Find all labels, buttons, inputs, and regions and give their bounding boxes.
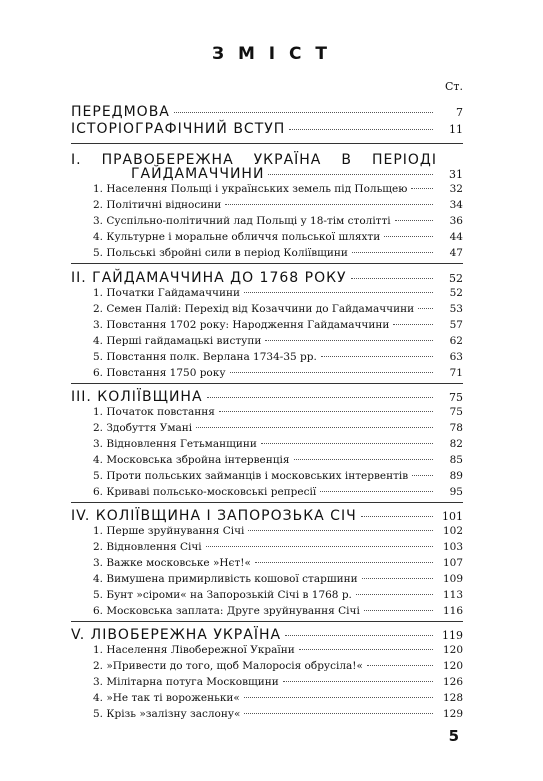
toc-subentry[interactable] [93, 541, 463, 553]
toc-subentry[interactable] [93, 247, 463, 259]
section-title-line2: ГАЙДАМАЧЧИНИ [131, 166, 265, 182]
toc-subentry-page: 34 [449, 199, 463, 211]
toc-subentry[interactable] [93, 367, 463, 379]
leader-dots [230, 372, 434, 373]
section-title: IV. КОЛІЇВЩИНА І ЗАПОРОЗЬКА СІЧ [71, 508, 357, 524]
toc-subentry-page: 85 [449, 454, 463, 466]
leader-dots [362, 578, 433, 579]
toc-subentry-label: 4. »Не так ті вороженьки« [93, 692, 240, 704]
toc-subentry-page: 36 [449, 215, 463, 227]
toc-subentry[interactable] [93, 183, 463, 195]
toc-entry-introduction[interactable] [71, 121, 463, 137]
toc-subentry-label: 5. Крізь »залізну заслону« [93, 708, 241, 720]
toc-section-4[interactable] [71, 508, 463, 524]
toc-subentry-page: 107 [442, 557, 463, 569]
toc-subentry-label: 1. Населення Польщі і українських земель під Польщею [93, 183, 408, 195]
section-title-line1: І. ПРАВОБЕРЕЖНА УКРАЇНА В ПЕРІОДІ [71, 152, 437, 168]
leader-dots [285, 635, 433, 636]
leader-dots [255, 562, 433, 563]
leader-dots [321, 356, 433, 357]
page-column-header: Ст. [445, 80, 463, 93]
leader-dots [352, 252, 433, 253]
leader-dots [289, 129, 433, 130]
toc-subentry-label: 5. Повстання полк. Верлана 1734-35 рр. [93, 351, 317, 363]
toc-subentry-label: 4. Вимушена примирливість кошової старшини [93, 573, 358, 585]
section-divider [71, 143, 463, 144]
toc-subentry-label: 5. Проти польських займанців і московських інтервентів [93, 470, 409, 482]
toc-subentry-label: 6. Повстання 1750 року [93, 367, 226, 379]
toc-subentry-label: 3. Повстання 1702 року: Народження Гайдамаччини [93, 319, 390, 331]
toc-subentry-page: 53 [449, 303, 463, 315]
toc-subentry-label: 2. Політичні відносини [93, 199, 222, 211]
section-title: ІІІ. КОЛІЇВЩИНА [71, 389, 203, 405]
section-divider [71, 502, 463, 503]
section-title: ІІ. ГАЙДАМАЧЧИНА ДО 1768 РОКУ [71, 270, 347, 286]
toc-subentry-label: 3. Мілітарна потуга Московщини [93, 676, 279, 688]
section-title: V. ЛІВОБЕРЕЖНА УКРАЇНА [71, 627, 282, 643]
leader-dots [361, 516, 433, 517]
toc-subentry[interactable] [93, 676, 463, 688]
toc-subentry-page: 75 [449, 406, 463, 418]
toc-subentry-page: 116 [442, 605, 463, 617]
toc-subentry-page: 120 [442, 660, 463, 672]
leader-dots [261, 443, 433, 444]
leader-dots [244, 697, 433, 698]
toc-entry-preface[interactable] [71, 104, 463, 120]
toc-subentry-label: 5. Польські збройні сили в період Коліївщини [93, 247, 348, 259]
section-divider [71, 383, 463, 384]
toc-subentry-page: 129 [442, 708, 463, 720]
toc-subentry-page: 62 [449, 335, 463, 347]
toc-subentry-page: 128 [442, 692, 463, 704]
toc-subentry[interactable] [93, 287, 463, 299]
toc-entry-page: 11 [449, 123, 463, 136]
toc-subentry-label: 1. Початки Гайдамаччини [93, 287, 240, 299]
leader-dots [248, 530, 433, 531]
leader-dots [268, 174, 433, 175]
leader-dots [411, 188, 433, 189]
toc-subentry-page: 47 [449, 247, 463, 259]
leader-dots [364, 610, 433, 611]
toc-subentry-page: 57 [449, 319, 463, 331]
toc-subentry[interactable] [93, 335, 463, 347]
section-page: 101 [442, 510, 463, 523]
toc-subentry-label: 2. Відновлення Січі [93, 541, 202, 553]
toc-subentry-label: 2. »Привести до того, щоб Малоросія обрусіла!« [93, 660, 363, 672]
toc-subentry[interactable] [93, 438, 463, 450]
leader-dots [174, 112, 433, 113]
toc-section-3[interactable] [71, 389, 463, 405]
section-divider [71, 621, 463, 622]
toc-subentry-page: 44 [449, 231, 463, 243]
toc-subentry[interactable] [93, 557, 463, 569]
leader-dots [283, 681, 433, 682]
section-divider [71, 263, 463, 264]
toc-subentry[interactable] [93, 422, 463, 434]
toc-subentry[interactable] [93, 605, 463, 617]
leader-dots [418, 308, 433, 309]
toc-subentry-page: 32 [449, 183, 463, 195]
toc-section-2[interactable] [71, 270, 463, 286]
leader-dots [384, 236, 433, 237]
toc-subentry[interactable] [93, 199, 463, 211]
toc-section-5[interactable] [71, 627, 463, 643]
leader-dots [244, 713, 433, 714]
toc-subentry-label: 6. Криваві польсько-московські репресії [93, 486, 317, 498]
toc-subentry[interactable] [93, 692, 463, 704]
leader-dots [320, 491, 433, 492]
leader-dots [393, 324, 433, 325]
toc-subentry-label: 2. Семен Палій: Перехід від Козаччини до Гайдамаччини [93, 303, 415, 315]
toc-subentry[interactable] [93, 231, 463, 243]
toc-subentry-page: 63 [449, 351, 463, 363]
toc-subentry-label: 6. Московська заплата: Друге зруйнування Січі [93, 605, 360, 617]
toc-subentry[interactable] [93, 470, 463, 482]
toc-subentry[interactable] [93, 215, 463, 227]
toc-subentry[interactable] [93, 573, 463, 585]
toc-subentry[interactable] [93, 660, 463, 672]
toc-section-1-line2[interactable] [71, 166, 463, 182]
section-page: 52 [449, 272, 463, 285]
leader-dots [219, 411, 433, 412]
toc-subentry-page: 126 [442, 676, 463, 688]
toc-subentry-label: 4. Перші гайдамацькі виступи [93, 335, 262, 347]
section-page: 119 [442, 629, 463, 642]
toc-subentry[interactable] [93, 589, 463, 601]
toc-subentry-page: 109 [442, 573, 463, 585]
toc-subentry-page: 52 [449, 287, 463, 299]
leader-dots [265, 340, 433, 341]
toc-subentry-label: 4. Московська збройна інтервенція [93, 454, 290, 466]
toc-subentry-label: 1. Перше зруйнування Січі [93, 525, 245, 537]
leader-dots [196, 427, 433, 428]
leader-dots [351, 278, 433, 279]
toc-subentry-label: 1. Населення Лівобережної України [93, 644, 295, 656]
leader-dots [367, 665, 433, 666]
toc-entry-page: 7 [456, 106, 463, 119]
toc-entry-label: ІСТОРІОГРАФІЧНИЙ ВСТУП [71, 121, 286, 137]
leader-dots [294, 459, 433, 460]
toc-subentry-page: 71 [449, 367, 463, 379]
toc-subentry-label: 3. Відновлення Гетьманщини [93, 438, 257, 450]
toc-subentry-page: 89 [449, 470, 463, 482]
page-number: 5 [448, 727, 459, 745]
toc-subentry[interactable] [93, 708, 463, 720]
toc-subentry[interactable] [93, 525, 463, 537]
section-page: 31 [449, 168, 463, 181]
section-page: 75 [449, 391, 463, 404]
toc-subentry-label: 5. Бунт »сіроми« на Запорозькій Січі в 1768 р. [93, 589, 352, 601]
toc-subentry-page: 113 [442, 589, 463, 601]
toc-subentry-page: 78 [449, 422, 463, 434]
leader-dots [206, 546, 433, 547]
toc-subentry[interactable] [93, 454, 463, 466]
leader-dots [225, 204, 433, 205]
leader-dots [395, 220, 433, 221]
toc-subentry[interactable] [93, 319, 463, 331]
leader-dots [299, 649, 433, 650]
leader-dots [207, 397, 433, 398]
toc-subentry-page: 82 [449, 438, 463, 450]
leader-dots [356, 594, 433, 595]
toc-subentry-page: 120 [442, 644, 463, 656]
toc-subentry-page: 95 [449, 486, 463, 498]
toc-subentry-label: 2. Здобуття Умані [93, 422, 193, 434]
page-title: З М І С Т [211, 44, 332, 64]
toc-subentry-label: 3. Важке московське »Нєт!« [93, 557, 251, 569]
leader-dots [412, 475, 433, 476]
toc-subentry[interactable] [93, 644, 463, 656]
toc-subentry[interactable] [93, 406, 463, 418]
toc-entry-label: ПЕРЕДМОВА [71, 104, 170, 120]
toc-subentry-page: 102 [442, 525, 463, 537]
toc-subentry-label: 1. Початок повстання [93, 406, 215, 418]
toc-subentry-label: 4. Культурне і моральне обличчя польської шляхти [93, 231, 381, 243]
toc-subentry-page: 103 [442, 541, 463, 553]
leader-dots [244, 292, 433, 293]
toc-subentry[interactable] [93, 303, 463, 315]
toc-subentry-label: 3. Суспільно-політичний лад Польщі у 18-тім столітті [93, 215, 391, 227]
toc-subentry[interactable] [93, 486, 463, 498]
toc-subentry[interactable] [93, 351, 463, 363]
